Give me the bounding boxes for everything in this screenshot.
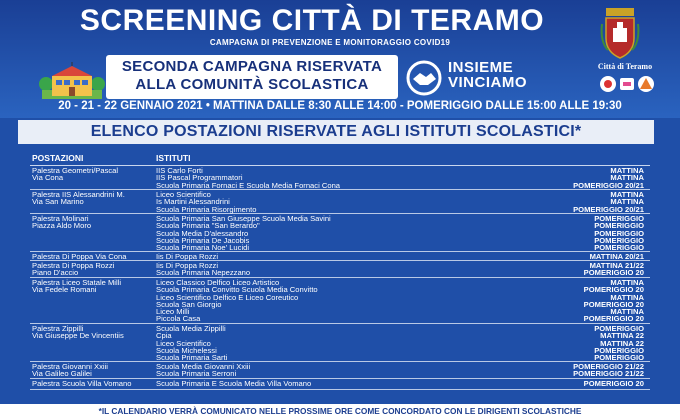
schedule-slot-cell: [494, 253, 644, 260]
station-name: Via Galileo Galilei: [32, 369, 92, 379]
station-name: Palestra Molinari: [32, 214, 89, 223]
footnote: *IL CALENDARIO VERRÀ COMUNICATO NELLE PROSSIME ORE COME CONCORDATO CON LE DIRIGENTI SCOLASTICHE: [0, 404, 680, 420]
institute-name: Scuola Primaria Convitto Scuola Media Convitto: [156, 285, 318, 295]
station-name: Palestra Scuola Villa Vomano: [32, 379, 132, 388]
institute-name: Piccola Casa: [156, 314, 201, 324]
date-schedule: 20 - 21 - 22 GENNAIO 2021 • MATTINA DALLE 8:30 ALLE 14:00 - POMERIGGIO DALLE 15:00 ALLE 19:30: [58, 100, 622, 112]
school-building-icon: [38, 62, 106, 100]
station-name: Piazza Aldo Moro: [32, 221, 92, 231]
schedule-slot-cell: [494, 191, 644, 213]
banner-line-2: ALLA COMUNITÀ SCOLASTICA: [135, 76, 369, 93]
insieme-vinciamo-logo: [448, 60, 578, 90]
schedule-slot-cell: [494, 167, 644, 189]
schedule-slot: MATTINA: [610, 292, 644, 302]
schedule-slot: MATTINA 22: [600, 338, 644, 348]
schedule-slot: MATTINA 22: [600, 331, 644, 341]
handshake-icon: [404, 60, 444, 96]
institute-name: Scuola Primaria Nepezzano: [156, 268, 251, 278]
institute-name-cell: [156, 253, 486, 260]
station-name: Via Cona: [32, 173, 64, 183]
institute-name: Is Martini Alessandrini: [156, 197, 230, 207]
institute-name: Liceo Scientifico Delfico E Liceo Coreutico: [156, 292, 299, 302]
schedule-slot-cell: [494, 363, 644, 378]
campaign-subtitle: CAMPAGNA DI PREVENZIONE E MONITORAGGIO COVID19: [209, 38, 451, 47]
schedule-slot: POMERIGGIO 21/22: [573, 369, 644, 379]
schedule-slot-cell: [494, 380, 644, 387]
institute-name: Scuola Media Zippilli: [156, 324, 226, 333]
station-name: Palestra Di Poppa Rozzi: [32, 261, 115, 270]
institute-name: Scuola Primaria Risorgimento: [156, 204, 257, 214]
institute-name: Scuola San Giorgio: [156, 299, 222, 309]
station-name: Palestra Liceo Statale Milli: [32, 278, 122, 287]
institute-name: Scuola Primaria De Jacobis: [156, 235, 250, 245]
institute-name: IIS Pascal Programmatori: [156, 173, 243, 183]
schedule-slot: POMERIGGIO: [594, 353, 644, 363]
station-name: Via Fedele Romani: [32, 285, 97, 295]
schedule-slot: POMERIGGIO 20: [583, 268, 644, 278]
station-name: Via Giuseppe De Vincentiis: [32, 331, 124, 341]
table-row: [30, 190, 650, 214]
schedule-slot: POMERIGGIO: [594, 221, 644, 231]
city-crest-icon: [598, 8, 642, 60]
station-name-cell: [32, 253, 156, 260]
station-name: Via San Marino: [32, 197, 84, 207]
table-row: [30, 166, 650, 190]
institute-name-cell: [156, 325, 486, 361]
schedule-slot: MATTINA 21/22: [589, 261, 644, 270]
city-label: Città di Teramo: [597, 62, 653, 71]
institute-name: Scuola Primaria E Scuola Media Villa Vomano: [156, 379, 312, 388]
institute-name-cell: [156, 215, 486, 251]
institute-name: Scuola Primaria Fornaci E Scuola Media Fornaci Cona: [156, 180, 341, 190]
institute-name-cell: [156, 279, 486, 323]
schedule-slot: POMERIGGIO 20: [583, 299, 644, 309]
station-name: Palestra IIS Alessandrini M.: [32, 190, 125, 199]
institute-name: Liceo Classico Delfico Liceo Artistico: [156, 278, 280, 287]
institute-name: Scuola Media Giovanni Xxiii: [156, 362, 251, 371]
schedule-slot-cell: [494, 215, 644, 251]
station-name: Palestra Geometri/Pascal: [32, 166, 119, 175]
schedule-slot: POMERIGGIO: [594, 345, 644, 355]
table-row: [30, 261, 650, 278]
stations-table: [30, 148, 650, 401]
schedule-slot: POMERIGGIO: [594, 243, 644, 253]
schedule-slot: MATTINA: [610, 197, 644, 207]
station-name: Palestra Zippilli: [32, 324, 84, 333]
schedule-slot: POMERIGGIO 20: [583, 379, 644, 388]
partner-logos: [598, 74, 656, 94]
institute-name: Scuola Media D'alessandro: [156, 228, 249, 238]
schedule-slot: POMERIGGIO: [594, 214, 644, 223]
schedule-slot: MATTINA: [610, 307, 644, 317]
institute-name: Iis Di Poppa Rozzi: [156, 261, 219, 270]
institute-name-cell: [156, 191, 486, 213]
schedule-slot: POMERIGGIO 20/21: [573, 180, 644, 190]
institute-name-cell: [156, 363, 486, 378]
institute-name: Scuola Primaria Serroni: [156, 369, 237, 379]
schedule-slot: MATTINA 20/21: [589, 252, 644, 261]
insieme-text: INSIEME: [448, 59, 514, 76]
station-name-cell: [32, 363, 156, 378]
station-name: Palestra Di Poppa Via Cona: [32, 252, 127, 261]
schedule-slot: MATTINA: [610, 278, 644, 287]
institute-name: Liceo Milli: [156, 307, 190, 317]
table-row: [30, 278, 650, 324]
schedule-slot: POMERIGGIO 21/22: [573, 362, 644, 371]
table-row: [30, 214, 650, 252]
institute-name: Scuola Primaria Noe' Lucidi: [156, 243, 250, 253]
schedule-slot-cell: [494, 325, 644, 361]
vinciamo-text: VINCIAMO: [448, 74, 527, 91]
schedule-slot: POMERIGGIO: [594, 324, 644, 333]
list-title: ELENCO POSTAZIONI RISERVATE AGLI ISTITUTI SCOLASTICI*: [18, 120, 654, 144]
table-row: [30, 324, 650, 362]
station-name-cell: [32, 380, 156, 387]
institute-name-cell: [156, 167, 486, 189]
institute-name: Scuola Primaria "San Berardo": [156, 221, 260, 231]
institute-name: Scuola Primaria San Giuseppe Scuola Media Savini: [156, 214, 331, 223]
institute-name: IIS Carlo Forti: [156, 166, 203, 175]
schedule-slot: POMERIGGIO 20/21: [573, 204, 644, 214]
institute-name-cell: [156, 380, 486, 387]
schedule-slot: MATTINA: [610, 173, 644, 183]
campaign-banner: [106, 55, 398, 99]
station-name-cell: [32, 279, 156, 294]
table-row: [30, 379, 650, 390]
schedule-slot-cell: [494, 279, 644, 323]
station-name-cell: [32, 191, 156, 206]
banner-line-1: SECONDA CAMPAGNA RISERVATA: [121, 58, 383, 75]
institute-name: Liceo Scientifico: [156, 338, 211, 348]
station-name-cell: [32, 167, 156, 182]
station-name: Palestra Giovanni Xxiii: [32, 362, 108, 371]
schedule-slot: MATTINA: [610, 166, 644, 175]
institute-name: Scuola Primaria Sarti: [156, 353, 228, 363]
table-header: [30, 148, 650, 166]
schedule-slot: MATTINA: [610, 190, 644, 199]
schedule-slot-cell: [494, 262, 644, 277]
header-istituti: ISTITUTI: [156, 153, 191, 163]
institute-name: Cpia: [156, 331, 172, 341]
page-title: SCREENING CITTÀ DI TERAMO: [79, 4, 545, 37]
institute-name: Liceo Scientifico: [156, 190, 211, 199]
station-name: Piano D'accio: [32, 268, 79, 278]
header-postazioni: POSTAZIONI: [32, 153, 84, 163]
institute-name: Iis Di Poppa Rozzi: [156, 252, 219, 261]
schedule-slot: POMERIGGIO: [594, 228, 644, 238]
schedule-slot: POMERIGGIO: [594, 235, 644, 245]
station-name-cell: [32, 325, 156, 340]
station-name-cell: [32, 262, 156, 277]
station-name-cell: [32, 215, 156, 230]
institute-name-cell: [156, 262, 486, 277]
schedule-slot: POMERIGGIO 20: [583, 314, 644, 324]
schedule-slot: POMERIGGIO 20: [583, 285, 644, 295]
table-row: [30, 362, 650, 379]
institute-name: Scuola Michelessi: [156, 345, 217, 355]
table-row: [30, 252, 650, 261]
